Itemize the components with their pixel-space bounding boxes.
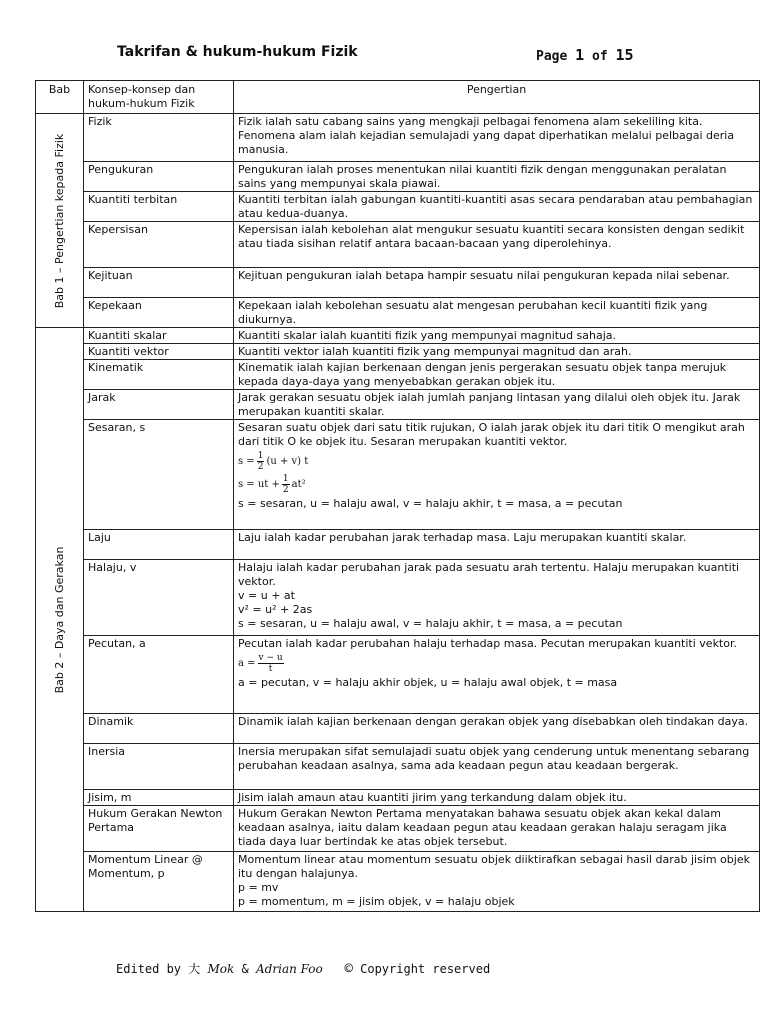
table-row: [36, 344, 760, 360]
row-term: Pengukuran: [84, 162, 234, 192]
row-term: Kepekaan: [84, 298, 234, 328]
table-row: [36, 806, 760, 852]
table-row: [36, 744, 760, 790]
row-term: Dinamik: [84, 714, 234, 744]
ampersand: &: [241, 962, 249, 976]
row-term: Laju: [84, 530, 234, 560]
row-definition: Pengukuran ialah proses menentukan nilai kuantiti fizik dengan menggunakan peralatan sains yang mempunyai skala piawai.: [234, 162, 760, 192]
row-definition: Jisim ialah amaun atau kuantiti jirim yang terkandung dalam objek itu.: [234, 790, 760, 806]
formula-legend: s = sesaran, u = halaju awal, v = halaju akhir, t = masa, a = pecutan: [238, 617, 623, 630]
row-definition: Momentum linear atau momentum sesuatu objek diiktirafkan sebagai hasil darab jisim objek itu dengan halajunya.: [238, 853, 750, 880]
bab-1-label: Bab 1 – Pengertian kepada Fizik: [52, 133, 66, 308]
row-definition-cell: [234, 560, 760, 636]
table-row: [36, 530, 760, 560]
row-term: Kuantiti vektor: [84, 344, 234, 360]
row-definition-cell: [234, 636, 760, 714]
row-definition: Laju ialah kadar perubahan jarak terhadap masa. Laju merupakan kuantiti skalar.: [234, 530, 760, 560]
bab-2-label: Bab 2 – Daya dan Gerakan: [52, 546, 66, 693]
table-row: [36, 852, 760, 912]
table-row: [36, 328, 760, 344]
formula-legend: a = pecutan, v = halaju akhir objek, u = halaju awal objek, t = masa: [238, 676, 618, 689]
table-row: [36, 714, 760, 744]
formula-velocity-2: v² = u² + 2as: [238, 603, 313, 616]
table-row: [36, 636, 760, 714]
page-of: of: [592, 49, 608, 64]
row-definition: Pecutan ialah kadar perubahan halaju terhadap masa. Pecutan merupakan kuantiti vektor.: [238, 637, 737, 650]
footer-credits: [116, 960, 490, 977]
row-definition: Dinamik ialah kajian berkenaan dengan gerakan objek yang disebabkan oleh tindakan daya.: [234, 714, 760, 744]
row-definition: Halaju ialah kadar perubahan jarak pada sesuatu arah tertentu. Halaju merupakan kuantiti vektor.: [238, 561, 740, 588]
page-prefix: Page: [536, 49, 568, 64]
bab-1-cell: [36, 114, 84, 328]
row-definition: Kinematik ialah kajian berkenaan dengan jenis pergerakan sesuatu objek tanpa merujuk kepada daya-daya yang menyebabkan gerakan objek itu.: [234, 360, 760, 390]
formula-legend: s = sesaran, u = halaju awal, v = halaju akhir, t = masa, a = pecutan: [238, 497, 623, 510]
table-header-row: [36, 81, 760, 114]
row-term: Hukum Gerakan Newton Pertama: [84, 806, 234, 852]
formula-displacement-2: s = ut + $\frac{1}{2}$ at²: [238, 474, 306, 495]
row-term: Kejituan: [84, 268, 234, 298]
table-row: [36, 360, 760, 390]
table-row: [36, 162, 760, 192]
row-term: Pecutan, a: [84, 636, 234, 714]
formula-legend: p = momentum, m = jisim objek, v = halaju objek: [238, 895, 515, 908]
header-konsep: Konsep-konsep dan hukum-hukum Fizik: [84, 81, 234, 114]
row-definition: Kepersisan ialah kebolehan alat mengukur sesuatu kuantiti secara konsisten dengan sedikit atau tiada sisihan relatif antara bacaan-bacaan yang diperolehinya.: [234, 222, 760, 268]
table-row: [36, 790, 760, 806]
page-indicator: [536, 46, 634, 64]
row-definition: Kuantiti vektor ialah kuantiti fizik yang mempunyai magnitud dan arah.: [234, 344, 760, 360]
table-row: [36, 222, 760, 268]
row-definition: Kejituan pengukuran ialah betapa hampir sesuatu nilai pengukuran kepada nilai sebenar.: [234, 268, 760, 298]
formula-velocity-1: v = u + at: [238, 589, 295, 602]
row-term: Fizik: [84, 114, 234, 162]
row-term: Kepersisan: [84, 222, 234, 268]
table-row: [36, 420, 760, 530]
copyright-text: Copyright reserved: [360, 962, 491, 976]
row-term: Halaju, v: [84, 560, 234, 636]
author-mok: Mok: [207, 962, 235, 976]
mok-symbol: 大: [188, 962, 201, 976]
row-definition-cell: [234, 420, 760, 530]
row-definition: Jarak gerakan sesuatu objek ialah jumlah panjang lintasan yang dilalui oleh objek itu. Jarak merupakan kuantiti skalar.: [234, 390, 760, 420]
formula-acceleration: a = $\frac{v - u}{t}$: [238, 653, 283, 674]
row-term: Momentum Linear @ Momentum, p: [84, 852, 234, 912]
row-term: Jarak: [84, 390, 234, 420]
row-definition: Kuantiti terbitan ialah gabungan kuantiti-kuantiti asas secara pendaraban atau pembahagian atau kedua-duanya.: [234, 192, 760, 222]
table-row: [36, 390, 760, 420]
formula-displacement-1: s = $\frac{1}{2}$ (u + v) t: [238, 451, 309, 472]
table-row: [36, 268, 760, 298]
header-pengertian: Pengertian: [234, 81, 760, 114]
page-number: 1: [575, 46, 585, 64]
document-title: Takrifan & hukum-hukum Fizik: [117, 44, 358, 60]
row-definition-cell: [234, 852, 760, 912]
row-term: Kuantiti skalar: [84, 328, 234, 344]
bab-2-cell: [36, 328, 84, 912]
formula-momentum: p = mv: [238, 881, 279, 894]
table-row: [36, 192, 760, 222]
copyright-icon: ©: [344, 961, 353, 977]
table-row: [36, 560, 760, 636]
author-adrian: Adrian Foo: [256, 962, 323, 976]
header-bab: Bab: [36, 81, 84, 114]
row-definition: Kepekaan ialah kebolehan sesuatu alat mengesan perubahan kecil kuantiti fizik yang diukurnya.: [234, 298, 760, 328]
row-definition: Inersia merupakan sifat semulajadi suatu objek yang cenderung untuk menentang sebarang perubahan keadaan asalnya, sama ada keadaan pegun atau keadaan bergerak.: [234, 744, 760, 790]
table-row: [36, 298, 760, 328]
page-total: 15: [615, 46, 634, 64]
row-term: Inersia: [84, 744, 234, 790]
row-definition: Kuantiti skalar ialah kuantiti fizik yang mempunyai magnitud sahaja.: [234, 328, 760, 344]
definitions-table: [35, 80, 760, 912]
row-term: Jisim, m: [84, 790, 234, 806]
row-definition: Sesaran suatu objek dari satu titik rujukan, O ialah jarak objek itu dari titik O mengikut arah dari titik O ke objek itu. Sesaran merupakan kuantiti vektor.: [238, 421, 745, 448]
row-definition: Fizik ialah satu cabang sains yang mengkaji pelbagai fenomena alam sekeliling kita. Fenomena alam ialah kejadian semulajadi yang dapat diperhatikan melalui pelbagai deria manusia.: [234, 114, 760, 162]
row-term: Kuantiti terbitan: [84, 192, 234, 222]
row-term: Sesaran, s: [84, 420, 234, 530]
table-row: [36, 114, 760, 162]
row-definition: Hukum Gerakan Newton Pertama menyatakan bahawa sesuatu objek akan kekal dalam keadaan asalnya, iaitu dalam keadaan pegun atau keadaan gerakan halaju seragam jika tiada daya luar bertindak ke atas objek tersebut.: [234, 806, 760, 852]
row-term: Kinematik: [84, 360, 234, 390]
edited-by-label: Edited by: [116, 962, 182, 976]
